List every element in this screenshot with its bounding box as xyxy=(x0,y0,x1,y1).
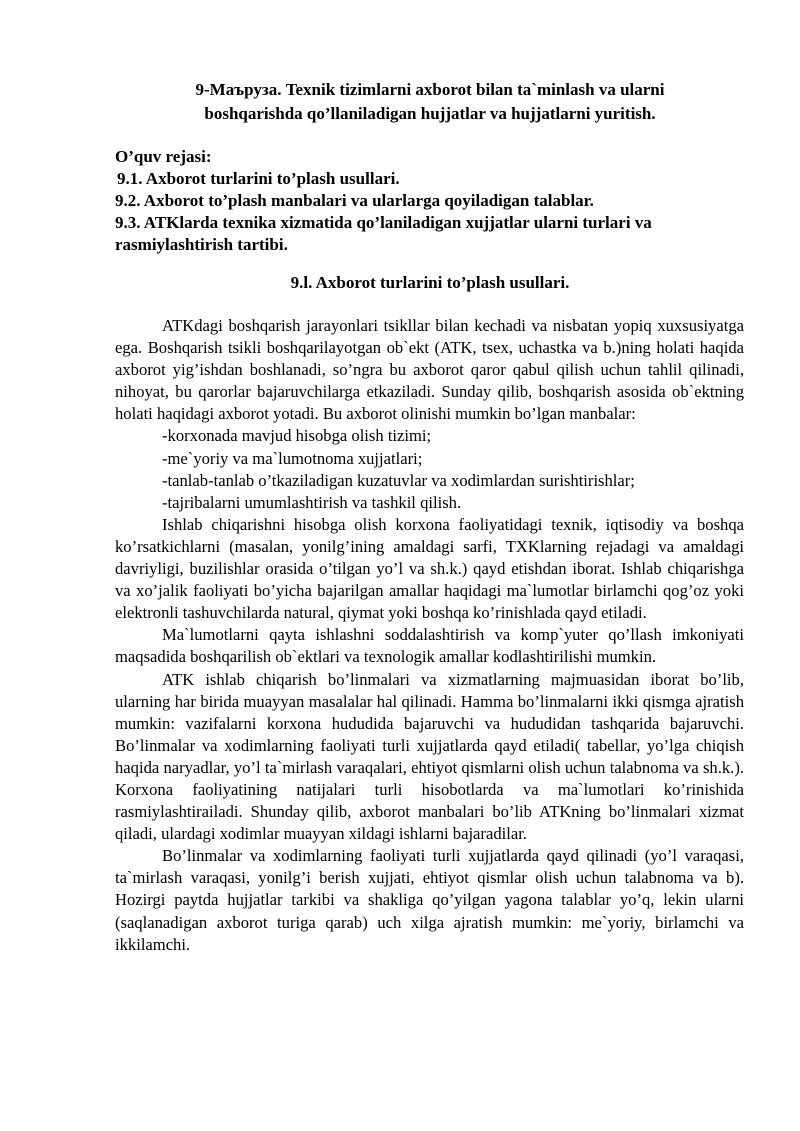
study-plan-item-1: 9.1. Axborot turlarini to’plash usullari. xyxy=(117,169,400,188)
list-item: -tanlab-tanlab o’tkaziladigan kuzatuvlar va xodimlardan surishtirishlar; xyxy=(162,470,635,490)
paragraph-4: ATK ishlab chiqarish bo’linmalari va xizmatlarning majmuasidan iborat bo’lib, ularning har birida muayyan masalalar hal qilinadi. Hamma bo’linmalarni ikki qismga ajratish mumkin: vazifalarni korxona hududida bajaruvchi va hududidan tashqarida bajaruvchi. Bo’linmalar va xodimlarning faoliyati turli xujjatlarda qayd etiladi( tabellar, yo’lga chiqish haqida naryadlar, yo’l ta`mirlash varaqalari, ehtiyot qismlarni olish uchun talabnoma va sh.k.). Korxona faoliyatining natijalari turli hisobotlarda va ma`lumotlari ko’rinishida rasmiylashtirailadi. Shunday qilib, axborot manbalari bo’lib ATKning bo’linmalari xizmat qiladi, ulardagi xodimlar muayyan xildagi ishlarni bajaradilar. xyxy=(115,669,744,844)
list-item: -korxonada mavjud hisobga olish tizimi; xyxy=(162,426,432,446)
paragraph-1: ATKdagi boshqarish jarayonlari tsikllar bilan kechadi va nisbatan yopiq xuxsusiyatga ega. Boshqarish tsikli boshqarilayotgan ob`ekt (ATK, tsex, uchastka va b.)ning holati haqida axborot yig’ishdan boshlanadi, so’ngra bu axborot qaror qabul qilish uchun tahlil qilinadi, nihoyat, bu qarorlar bajaruvchilarga etkaziladi. Sunday qilib, boshqarish asosida ob`ektning holati haqidagi axborot yotadi. Bu axborot olinishi mumkin bo’lgan manbalar: xyxy=(115,316,744,424)
lecture-title xyxy=(115,78,745,126)
section-heading: 9.l. Axborot turlarini to’plash usullari. xyxy=(290,273,570,292)
study-plan-item-2: 9.2. Axborot to’plash manbalari va ularlarga qoyiladigan talablar. xyxy=(115,191,594,210)
lecture-title-line-1: 9-Маъруза. Texnik tizimlarni axborot bilan ta`minlash va ularni xyxy=(195,80,665,99)
list-item: -me`yoriy va ma`lumotnoma xujjatlari; xyxy=(162,448,423,468)
body-text xyxy=(115,315,744,956)
study-plan-item-3: 9.3. ATKlarda texnika xizmatida qo’laniladigan xujjatlar ularni turlari va rasmiylashtirish tartibi. xyxy=(115,213,652,254)
paragraph-3: Ma`lumotlarni qayta ishlashni soddalashtirish va komp`yuter qo’llash imkoniyati maqsadida boshqarilish ob`ektlari va texnologik amallar kodlashtirilishi mumkin. xyxy=(115,625,744,667)
study-plan xyxy=(115,146,745,256)
study-plan-heading: O’quv rejasi: xyxy=(115,147,212,166)
lecture-title-line-2: boshqarishda qo’llaniladigan hujjatlar va hujjatlarni yuritish. xyxy=(204,104,656,123)
list-item: -tajribalarni umumlashtirish va tashkil qilish. xyxy=(162,492,462,512)
paragraph-2: Ishlab chiqarishni hisobga olish korxona faoliyatidagi texnik, iqtisodiy va boshqa ko’rsatkichlarni (masalan, yonilg’ining amaldagi sarfi, TXKlarning rejadagi va amaldagi davriyligi, buzilishlar orasida o’tilgan yo’l va sh.k.) qayd etishdan iborat. Ishlab chiqarishga va xo’jalik faoliyati bo’yicha bajarilgan amallar haqidagi ma`lumotlar birlamchi qog’oz yoki elektronli tashuvchilarda natural, qiymat yoki boshqa ko’rinishlada qayd etiladi. xyxy=(115,514,744,623)
paragraph-5: Bo’linmalar va xodimlarning faoliyati turli xujjatlarda qayd qilinadi (yo’l varaqasi, ta`mirlash varaqasi, yonilg’i berish xujjati, ehtiyot qismlar olish uchun talabnoma va b). Hozirgi paytda hujjatlar tarkibi va shakliga qo’yilgan yagona talablar yo’q, lekin ularni (saqlanadigan axborot turiga qarab) uch xilga ajratish mumkin: me`yoriy, birlamchi va ikkilamchi. xyxy=(115,846,744,954)
